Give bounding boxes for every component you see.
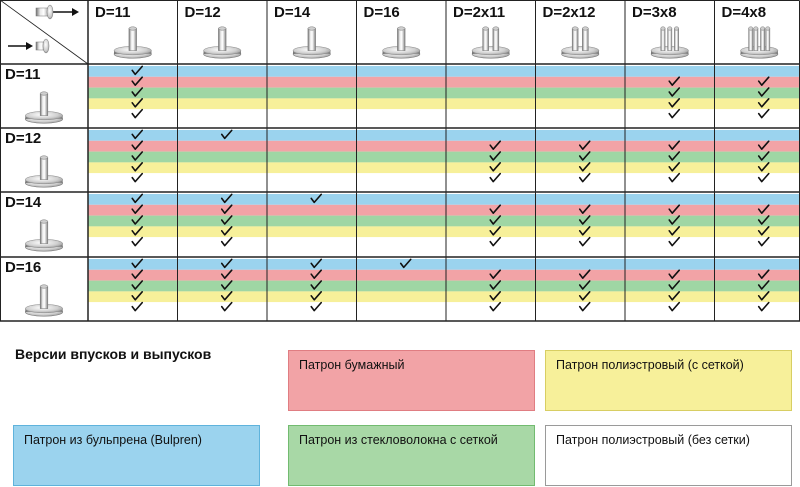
stripe-row4-4 (88, 291, 800, 302)
stripe-row2-3 (88, 152, 800, 163)
fitting-icon (25, 220, 62, 251)
stripe-row3-3 (88, 216, 800, 227)
column-header: D=14 (274, 4, 311, 21)
fitting-icon (741, 27, 778, 58)
stripe-row1-5 (88, 109, 800, 120)
fitting-icon (25, 285, 62, 316)
legend-bulpren-cartridge (13, 425, 260, 486)
legend-fiberglass-cartridge (288, 425, 535, 486)
fitting-icon (204, 27, 241, 58)
fitting-icon (25, 156, 62, 187)
fitting-icon (472, 27, 509, 58)
row-header: D=16 (5, 259, 42, 276)
fitting-icon (114, 27, 151, 58)
stripe-row3-2 (88, 205, 800, 216)
legend-polyester-mesh-cartridge (545, 350, 792, 411)
stripe-row2-5 (88, 173, 800, 184)
column-header: D=3x8 (632, 4, 677, 21)
stripe-row2-1 (88, 130, 800, 141)
stripe-row3-4 (88, 226, 800, 237)
stripe-row3-1 (88, 194, 800, 205)
legend-title: Версии впусков и выпусков (15, 346, 212, 362)
fitting-icon (25, 92, 62, 123)
row-header: D=14 (5, 194, 42, 211)
legend-paper-label: Патрон бумажный (299, 358, 405, 372)
stripe-row2-2 (88, 141, 800, 152)
inlet-outlet-arrows-icon (8, 5, 79, 53)
fitting-icon (651, 27, 688, 58)
column-header: D=2x12 (542, 4, 596, 21)
row-header: D=11 (5, 66, 41, 83)
column-header: D=2x11 (453, 4, 506, 21)
legend-paper-cartridge (288, 350, 535, 411)
column-header: D=4x8 (721, 4, 767, 21)
stripe-row1-1 (88, 66, 800, 77)
stripe-row4-3 (88, 281, 800, 292)
legend-bulpren-label: Патрон из бульпрена (Bulpren) (24, 433, 202, 447)
stripe-row4-1 (88, 259, 800, 270)
column-header: D=11 (95, 4, 131, 21)
column-header: D=16 (363, 4, 400, 21)
row-header: D=12 (5, 130, 42, 147)
fitting-icon (293, 27, 330, 58)
legend-polyester-nomesh-label: Патрон полиэстровый (без сетки) (556, 433, 750, 447)
stripe-row1-3 (88, 88, 800, 99)
stripe-row1-2 (88, 77, 800, 88)
column-header: D=12 (184, 4, 221, 21)
legend-fiberglass-label: Патрон из стекловолокна с сеткой (299, 433, 498, 447)
legend-polyester-mesh-label: Патрон полиэстровый (с сеткой) (556, 358, 744, 372)
fitting-icon (383, 27, 420, 58)
stripe-row4-2 (88, 270, 800, 281)
legend-polyester-nomesh-cartridge (545, 425, 792, 486)
fitting-icon (562, 27, 599, 58)
stripe-row4-5 (88, 302, 800, 313)
stripe-row3-5 (88, 237, 800, 248)
stripe-row1-4 (88, 98, 800, 109)
stripe-row2-4 (88, 162, 800, 173)
